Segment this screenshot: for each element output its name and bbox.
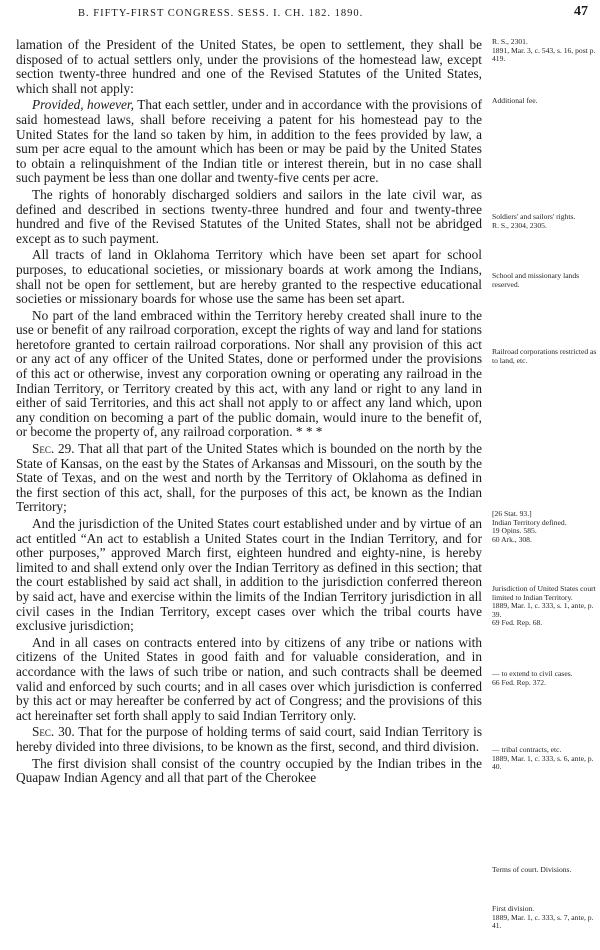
paragraph-school-lands: All tracts of land in Oklahoma Territory which have been set apart for school purposes, to educational societies, or missionary boards at work among the Indians, shall not be open for settlement, but are hereby granted to the respective educational societies or missionary boards for whose use the same has been set apart. <box>16 247 482 307</box>
running-head: B. FIFTY-FIRST CONGRESS. SESS. I. CH. 182. 1890. <box>78 8 364 19</box>
margin-note-line: School and missionary lands reserved. <box>492 271 580 289</box>
margin-note-citation <box>492 38 598 64</box>
paragraph-section-29 <box>16 442 482 515</box>
margin-note-line: Indian Territory defined. <box>492 517 567 527</box>
page-number: 47 <box>574 4 588 19</box>
margin-note-line: 66 Fed. Rep. 372. <box>492 677 546 687</box>
margin-note-tribal-contracts <box>492 746 598 772</box>
margin-note-railroad <box>492 348 598 365</box>
margin-note-indian-territory <box>492 510 598 544</box>
margin-note-line: First division. <box>492 904 535 913</box>
margin-note-line: R. S., 2304, 2305. <box>492 220 547 230</box>
margin-note-line: Jurisdiction of United States court limited to Indian Territory. <box>492 584 596 602</box>
margin-note-line: Soldiers' and sailors' rights. <box>492 212 576 221</box>
margin-note-additional-fee <box>492 97 598 106</box>
section-29-text: That all that part of the United States which is bounded on the north by the State of Kansas, on the east by the States of Arkansas and Missouri, on the south by the State of Texas, and on the west and north by the Territory of Oklahoma as defined in the first section of this act, shall, for the purposes of this act, be known as the Indian Territory; <box>16 441 483 515</box>
margin-note-line: — to extend to civil cases. <box>492 669 573 678</box>
margin-note-line: 19 Opins. 585. <box>492 526 537 536</box>
paragraph-section-30 <box>16 725 482 754</box>
paragraph-first-division: The first division shall consist of the country occupied by the Indian tribes in the Quapaw Indian Agency and all that part of the Cherokee <box>16 755 482 786</box>
margin-note-line: 1889, Mar. 1, c. 333, s. 1, ante, p. 39. <box>492 601 594 619</box>
margin-note-line: 1891, Mar. 3, c. 543, s. 16, post p. 419. <box>492 45 596 64</box>
margin-note-terms-of-court <box>492 866 598 875</box>
section-29-label: Sec. 29. <box>32 441 75 457</box>
margin-note-first-division <box>492 905 598 931</box>
section-30-label: Sec. 30. <box>32 724 75 740</box>
proviso-text: That each settler, under and in accordance with the provisions of said homestead laws, shall before receiving a patent for his homestead pay to the United States for the land so taken by him, in addition to the fees provided by law, a sum per acre equal to the amount which has been or may be paid by the United States to obtain a relinquishment of the Indian title or interest therein, but in no case shall such payment be less than one dollar and twenty-five cents per acre. <box>16 97 482 186</box>
margin-note-line: Railroad corporations restricted as to land, etc. <box>492 347 597 365</box>
margin-note-line: 60 Ark., 308. <box>492 534 532 544</box>
margin-note-school-lands <box>492 272 598 289</box>
margin-note-line: R. S., 2301. <box>492 37 528 46</box>
margin-note-line: Terms of court. Divisions. <box>492 865 572 874</box>
margin-note-line: Additional fee. <box>492 96 538 105</box>
proviso-lead: Provided, however, <box>32 97 134 113</box>
paragraph-railroad: No part of the land embraced within the Territory hereby created shall inure to the use or benefit of any railroad corporation, except the rights of way and land for stations heretofore granted to certain railroad corporations. Nor shall any provision of this act or any act of any officer of the United States, done or performed under the provisions of this act or otherwise, invest any corporation owning or operating any railroad in the Indian Territory, or Territory created by this act, with any land or right to any land in either of said Territories, and this act shall not apply to or affect any land which, upon any condition on becoming a part of the public domain, would inure to the benefit of, or become the property of, any railroad corporation. * * * <box>16 307 482 440</box>
section-30-text: That for the purpose of holding terms of said court, said Indian Territory is hereby divided into three divisions, to be known as the first, second, and third division. <box>16 724 483 754</box>
page-header <box>0 0 600 30</box>
margin-note-civil-cases <box>492 670 598 687</box>
margin-note-line: 1889, Mar. 1, c. 333, s. 6, ante, p. 40. <box>492 753 594 772</box>
paragraph-contracts: And in all cases on contracts entered into by citizens of any tribe or nations with citizens of the United States in good faith and for valuable consideration, and in accordance with the laws of such tribe or nation, and such contracts shall be deemed valid and enforced by such courts; and in all cases over which jurisdiction is conferred by this act or may hereafter be conferred by act of Congress; and the provisions of this act hereinafter set forth shall apply to said Indian Territory only. <box>16 634 482 723</box>
margin-note-jurisdiction <box>492 585 598 628</box>
paragraph-soldiers-rights: The rights of honorably discharged soldiers and sailors in the late civil war, as defined and described in sections twenty-three hundred and four and twenty-three hundred and five of the Revised Statutes of the United States, shall not be abridged except as to such payment. <box>16 186 482 246</box>
margin-note-line: 1889, Mar. 1, c. 333, s. 7, ante, p. 41. <box>492 912 594 931</box>
paragraph-settlement: lamation of the President of the United States, be open to settlement, they shall be disposed of to actual settlers only, under the provisions of the homestead law, except section twenty-three hundred and one of the Revised Statutes of the United States, which shall not apply: <box>16 37 482 96</box>
paragraph-jurisdiction: And the jurisdiction of the United States court established under and by virtue of an act entitled “An act to establish a United States court in the Indian Territory, and for other purposes,” approved March first, eighteen hundred and eighty-nine, is hereby limited to and shall extend only over the Indian Territory as defined in this section; that the court established by said act shall, in addition to the jurisdiction conferred thereon by said act, have and exercise within the limits of the Indian Territory jurisdiction in all civil cases in the Indian Territory, except cases over which the tribal courts have exclusive jurisdiction; <box>16 516 482 634</box>
statute-text <box>16 38 482 788</box>
margin-note-line: — tribal contracts, etc. <box>492 745 562 754</box>
margin-note-line: [26 Stat. 93.] <box>492 509 532 518</box>
paragraph-proviso <box>16 98 482 186</box>
margin-note-soldiers <box>492 213 598 230</box>
margin-note-line: 69 Fed. Rep. 68. <box>492 618 543 628</box>
